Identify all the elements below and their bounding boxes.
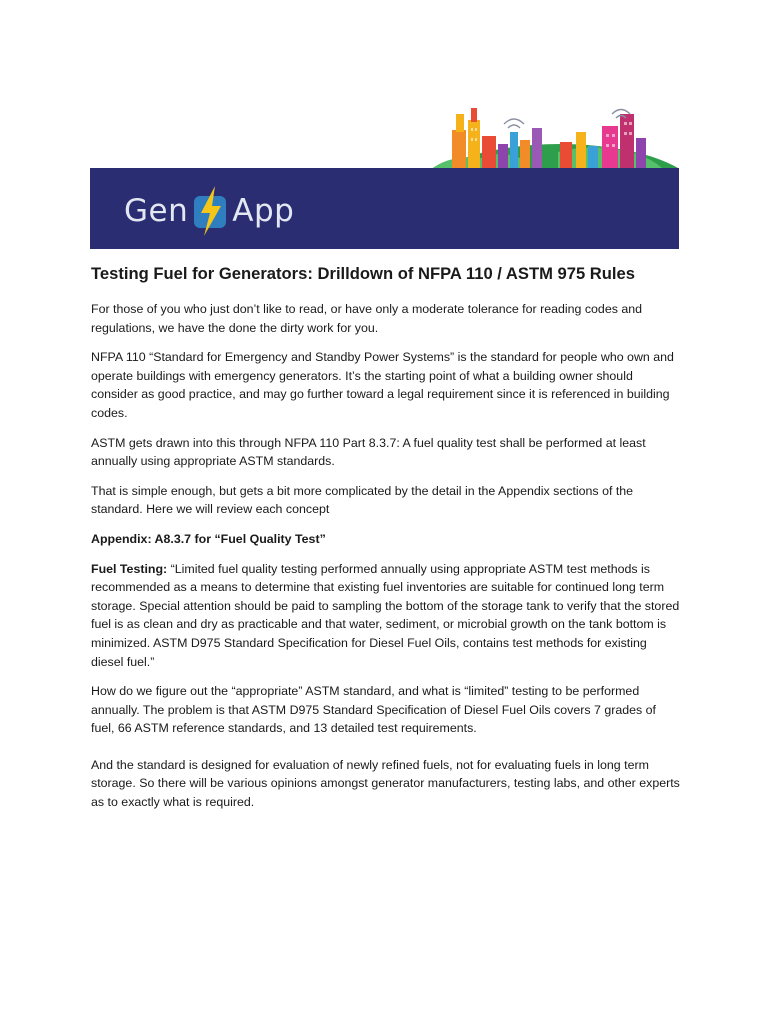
genapp-logo <box>124 186 294 236</box>
paragraph-intro: For those of you who just don’t like to read, or have only a moderate tolerance for reading codes and regulations, we have the done the dirty work for you. <box>91 302 643 335</box>
lightning-bolt-icon <box>190 186 230 236</box>
fuel-testing-label: Fuel Testing: <box>91 561 168 576</box>
paragraph-appendix-intro: That is simple enough, but gets a bit more complicated by the detail in the Appendix sections of the standard. Here we will review each concept <box>91 483 634 517</box>
appendix-heading: Appendix: A8.3.7 for “Fuel Quality Test” <box>91 531 326 546</box>
paragraph-nfpa110: NFPA 110 “Standard for Emergency and Standby Power Systems” is the standard for people who own and operate buildings with emergency generators. It’s the starting point of what a building owner should consider as good practice, and may go further toward a legal requirement since it is referenced in building codes. <box>91 350 674 420</box>
paragraph-astm: ASTM gets drawn into this through NFPA 110 Part 8.3.7: A fuel quality test shall be performed at least annually using appropriate ASTM standards. <box>91 435 646 469</box>
fuel-testing-text: “Limited fuel quality testing performed annually using appropriate ASTM test methods is recommended as a means to determine that existing fuel inventories are suitable for continued long term storage. Special attention should be paid to sampling the bottom of the storage tank to verify that the stored fuel is as clean and dry as practicable and that water, sediment, or microbial growth on the tank bottom is minimized. ASTM D975 Standard Specification for Diesel Fuel Oils, contains test methods for existing diesel fuel.” <box>91 561 680 669</box>
logo-gen-text: Gen <box>124 193 189 229</box>
paragraph-newly-refined: And the standard is designed for evaluation of newly refined fuels, not for evaluating fuels in long term storage. So there will be various opinions amongst generator manufacturers, testing labs, and other experts as to exactly what is required. <box>91 757 680 810</box>
article-title: Testing Fuel for Generators: Drilldown of NFPA 110 / ASTM 975 Rules <box>91 264 635 283</box>
paragraph-appropriate-standard: How do we figure out the “appropriate” ASTM standard, and what is “limited” testing to be performed annually. The problem is that ASTM D975 Standard Specification of Diesel Fuel Oils covers 7 grades of fuel, 66 ASTM reference standards, and 13 detailed test requirements. <box>91 684 656 736</box>
genapp-banner <box>90 92 679 249</box>
article-body <box>91 262 681 823</box>
paragraph-fuel-testing <box>91 560 681 672</box>
logo-app-text: App <box>232 193 295 229</box>
